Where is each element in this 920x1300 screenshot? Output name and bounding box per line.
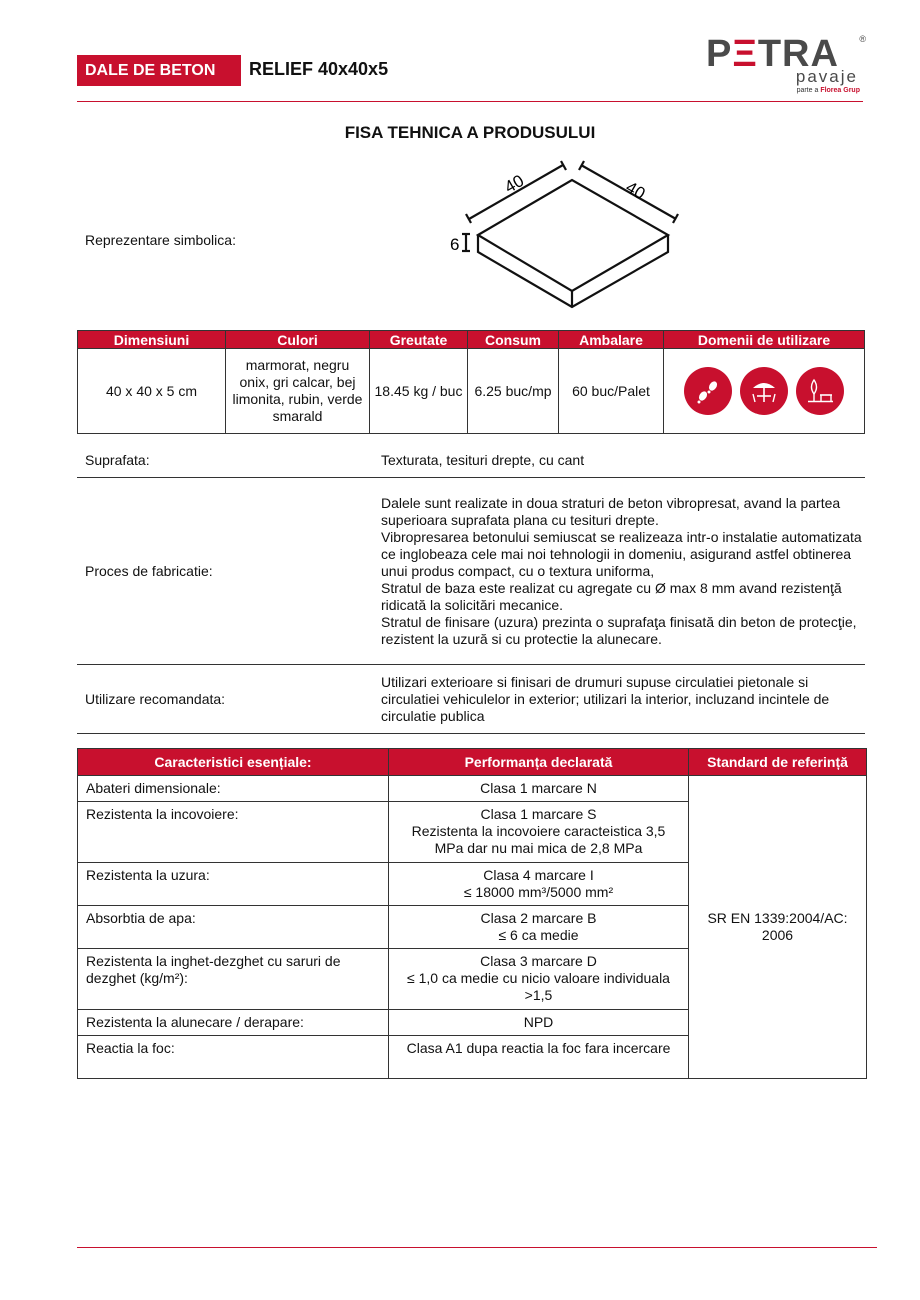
header-consumption: Consum	[468, 331, 559, 349]
header-divider	[77, 101, 863, 102]
footer-divider	[77, 1247, 877, 1248]
document-title: FISA TEHNICA A PRODUSULUI	[344, 123, 596, 142]
property-label: Suprafata:	[85, 451, 150, 468]
reference-standard: SR EN 1339:2004/AC: 2006	[689, 776, 867, 1079]
characteristic-name: Rezistenta la inghet-dezghet cu saruri de dezghet (kg/m²):	[78, 949, 389, 1010]
logo-subtitle: pavaje	[795, 67, 858, 86]
header-colors: Culori	[226, 331, 370, 349]
cell-colors: marmorat, negru onix, gri calcar, bej limonita, rubin, verde smarald	[226, 349, 370, 434]
property-label: Utilizare recomandata:	[85, 690, 226, 707]
essential-characteristics-table	[77, 748, 867, 1079]
logo-tagline: parte a Florea Grup	[796, 87, 860, 94]
characteristic-name: Rezistenta la uzura:	[78, 863, 389, 906]
property-value: Utilizari exterioare si finisari de drumuri supuse circulatiei pietonale si circulatiei vehiculelor in exterior; utilizari la interior, incluzand incintele de circulatie publica	[381, 673, 830, 724]
property-row-surface	[77, 443, 865, 478]
property-row-recommended-use	[77, 665, 865, 734]
characteristic-performance: Clasa 3 marcare D ≤ 1,0 ca medie cu nicio valoare individuala >1,5	[389, 949, 689, 1010]
characteristic-performance: Clasa 1 marcare S Rezistenta la incovoiere caracteistica 3,5 MPa dar nu mai mica de 2,8 MPa	[389, 802, 689, 863]
terrace-umbrella-icon	[740, 367, 788, 415]
cell-dimensions: 40 x 40 x 5 cm	[78, 349, 226, 434]
characteristic-performance: Clasa 1 marcare N	[389, 776, 689, 802]
characteristic-performance: Clasa A1 dupa reactia la foc fara incercare	[389, 1036, 689, 1079]
footsteps-icon	[684, 367, 732, 415]
property-value: Dalele sunt realizate in doua straturi de beton vibropresat, avand la partea superioara suprafata plana cu tesituri drepte. Vibropresarea betonului semiuscat se realizeaza intr-o instalatie automatizata ce inglobeaza cele mai noi tehnologii in domeniu, asigurand astfel obtinerea unui produs compact, cu o textura uniforma, Stratul de baza este realizat cu agregate cu Ø max 8 mm avand rezistenţă ridicată la solicitări mecanice. Stratul de finisare (uzura) prezinta o suprafaţa finisată din beton de protecţie, rezistent la uzură si cu protectie la alunecare.	[381, 494, 862, 647]
header-packaging: Ambalare	[559, 331, 664, 349]
logo-registered-mark: ®	[859, 34, 866, 44]
cell-packaging: 60 buc/Palet	[559, 349, 664, 434]
characteristics-header-row	[78, 749, 867, 776]
dimension-label-right: 40	[622, 177, 649, 204]
cell-usage-domains	[664, 349, 865, 434]
header-usage-domains: Domenii de utilizare	[664, 331, 865, 349]
table-row	[78, 776, 867, 802]
header-characteristic: Caracteristici esențiale:	[78, 749, 389, 776]
petra-pavaje-logo	[706, 34, 868, 98]
product-title: RELIEF 40x40x5	[249, 59, 389, 79]
property-label: Proces de fabricatie:	[85, 562, 213, 579]
dimension-label-left: 40	[501, 171, 528, 197]
symbolic-representation-label: Reprezentare simbolica:	[85, 232, 236, 248]
characteristic-name: Absorbtia de apa:	[78, 906, 389, 949]
park-bench-icon	[796, 367, 844, 415]
logo-wordmark: PΞTRA	[706, 33, 839, 75]
cell-weight: 18.45 kg / buc	[370, 349, 468, 434]
header-standard: Standard de referință	[689, 749, 867, 776]
product-summary-table	[77, 330, 865, 434]
characteristic-name: Rezistenta la alunecare / derapare:	[78, 1010, 389, 1036]
header-dimensions: Dimensiuni	[78, 331, 226, 349]
property-row-manufacturing	[77, 478, 865, 665]
characteristic-name: Rezistenta la incovoiere:	[78, 802, 389, 863]
category-tag: DALE DE BETON	[77, 55, 241, 86]
characteristic-performance: Clasa 4 marcare I ≤ 18000 mm³/5000 mm²	[389, 863, 689, 906]
summary-header-row	[78, 331, 865, 349]
header-performance: Performanța declarată	[389, 749, 689, 776]
characteristic-performance: NPD	[389, 1010, 689, 1036]
dimension-label-height: 6	[450, 235, 460, 254]
paving-slab-diagram	[440, 155, 690, 315]
product-properties	[77, 443, 865, 734]
header-weight: Greutate	[370, 331, 468, 349]
characteristic-name: Abateri dimensionale:	[78, 776, 389, 802]
characteristic-performance: Clasa 2 marcare B ≤ 6 ca medie	[389, 906, 689, 949]
cell-consumption: 6.25 buc/mp	[468, 349, 559, 434]
property-value: Texturata, tesituri drepte, cu cant	[381, 451, 585, 468]
summary-data-row	[78, 349, 865, 434]
characteristic-name: Reactia la foc:	[78, 1036, 389, 1079]
